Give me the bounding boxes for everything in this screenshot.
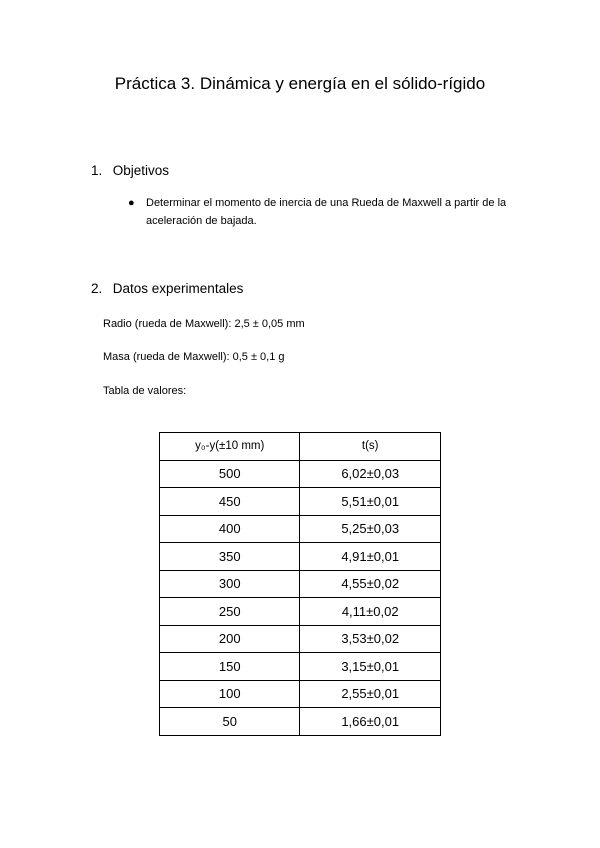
cell-displacement: 250 xyxy=(160,598,300,626)
table-label: Tabla de valores: xyxy=(103,385,187,397)
section-title: Datos experimentales xyxy=(112,281,244,296)
cell-time: 5,51±0,01 xyxy=(300,488,441,516)
cell-time: 4,11±0,02 xyxy=(300,598,441,626)
cell-time: 5,25±0,03 xyxy=(300,515,441,543)
cell-displacement: 150 xyxy=(160,653,300,681)
cell-time: 4,91±0,01 xyxy=(300,543,441,571)
column-header-displacement: y₀-y(±10 mm) xyxy=(160,433,300,461)
cell-time: 6,02±0,03 xyxy=(300,460,441,488)
values-table xyxy=(159,432,441,736)
cell-displacement: 200 xyxy=(160,625,300,653)
bullet-icon: ● xyxy=(128,197,135,209)
section-title: Objetivos xyxy=(112,163,170,178)
table-row xyxy=(160,488,441,516)
masa-value: Masa (rueda de Maxwell): 0,5 ± 0,1 g xyxy=(103,351,285,363)
cell-displacement: 100 xyxy=(160,680,300,708)
section-number: 1. xyxy=(91,163,103,178)
page-title: Práctica 3. Dinámica y energía en el sólido-rígido xyxy=(114,74,486,93)
table-header-row xyxy=(160,433,441,461)
cell-time: 3,53±0,02 xyxy=(300,625,441,653)
table-row xyxy=(160,598,441,626)
section-number: 2. xyxy=(91,281,103,296)
section-heading-datos xyxy=(91,280,243,298)
table-row xyxy=(160,653,441,681)
table-row xyxy=(160,570,441,598)
table-row xyxy=(160,625,441,653)
radio-value: Radio (rueda de Maxwell): 2,5 ± 0,05 mm xyxy=(103,318,305,330)
cell-displacement: 50 xyxy=(160,708,300,736)
cell-displacement: 450 xyxy=(160,488,300,516)
column-header-time: t(s) xyxy=(300,433,441,461)
table-row xyxy=(160,543,441,571)
table-row xyxy=(160,708,441,736)
cell-displacement: 350 xyxy=(160,543,300,571)
cell-time: 1,66±0,01 xyxy=(300,708,441,736)
table-row xyxy=(160,680,441,708)
table-row xyxy=(160,515,441,543)
cell-time: 4,55±0,02 xyxy=(300,570,441,598)
cell-time: 3,15±0,01 xyxy=(300,653,441,681)
cell-displacement: 300 xyxy=(160,570,300,598)
objective-text: Determinar el momento de inercia de una Rueda de Maxwell a partir de la aceleración de bajada. xyxy=(146,197,507,227)
cell-time: 2,55±0,01 xyxy=(300,680,441,708)
cell-displacement: 400 xyxy=(160,515,300,543)
section-heading-objetivos xyxy=(91,162,169,180)
table-row xyxy=(160,460,441,488)
cell-displacement: 500 xyxy=(160,460,300,488)
